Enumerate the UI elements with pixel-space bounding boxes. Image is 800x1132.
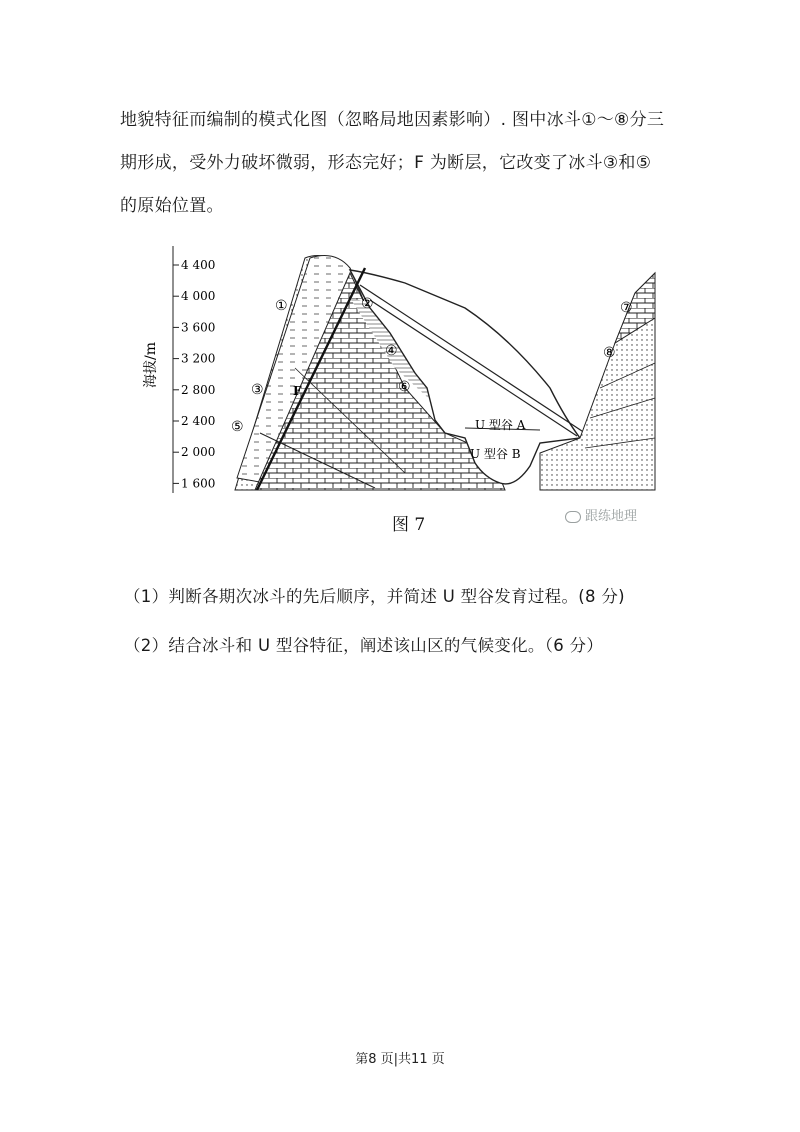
axis-tick-label: 2 400 <box>181 414 216 428</box>
page-footer: 第8 页|共11 页 <box>355 1052 445 1067</box>
question-2: （2）结合冰斗和 U 型谷特征，阐述该山区的气候变化。（6 分） <box>124 636 604 655</box>
watermark <box>565 505 637 524</box>
axis-tick-label: 1 600 <box>181 476 216 491</box>
cirque-1: ① <box>275 298 288 314</box>
axis-tick-label: 4 000 <box>181 289 216 304</box>
cirque-3: ③ <box>251 382 264 398</box>
axis-tick-label: 2 000 <box>181 445 216 460</box>
valley-b-label: U 型谷 B <box>470 447 521 461</box>
axis-tick-label: 3 600 <box>181 320 216 335</box>
watermark-text: 跟练地理 <box>585 509 638 524</box>
cirque-7: ⑦ <box>620 300 633 316</box>
cirque-4: ④ <box>385 343 398 359</box>
rock-strata-right <box>540 273 655 490</box>
cirque-6: ⑥ <box>398 379 411 395</box>
axis-tick-label: 4 400 <box>181 258 216 272</box>
intro-line-3: 的原始位置。 <box>120 196 224 216</box>
fault-label: F <box>293 384 302 398</box>
glacier-cross-section-figure <box>145 238 665 538</box>
axis-tick-label: 3 200 <box>181 351 216 366</box>
cirque-8: ⑧ <box>603 345 616 361</box>
cirque-2: ② <box>361 296 374 312</box>
axis-tick-label: 2 800 <box>181 382 216 397</box>
figure-svg <box>145 238 665 538</box>
cirque-5: ⑤ <box>231 419 244 435</box>
figure-caption: 图 7 <box>392 515 426 535</box>
axis-label: 海拔/m <box>143 342 159 388</box>
axis-ticks <box>173 258 215 490</box>
intro-line-1: 地貌特征而编制的模式化图（忽略局地因素影响）. 图中冰斗①～⑧分三 <box>120 110 665 130</box>
chat-icon <box>565 511 581 523</box>
question-1: （1）判断各期次冰斗的先后顺序，并简述 U 型谷发育过程。(8 分) <box>124 587 625 606</box>
intro-line-2: 期形成，受外力破坏微弱，形态完好；F 为断层，它改变了冰斗③和⑤ <box>120 153 652 173</box>
valley-a-label: U 型谷 A <box>475 418 526 432</box>
